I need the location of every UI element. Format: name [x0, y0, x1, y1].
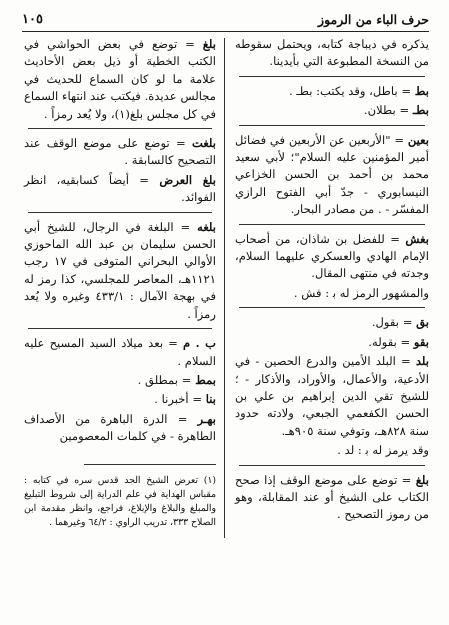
entry-bm	[24, 335, 216, 370]
right-column	[235, 36, 429, 526]
entry-note: والمشهور الرمز له ب‍ : فش .	[293, 285, 429, 300]
entry-text: = بطلان.	[363, 103, 413, 118]
entry-bq	[235, 314, 429, 331]
header-rule	[22, 31, 429, 32]
entry-keyword: بقو	[413, 334, 429, 349]
entry-keyword: بلغه	[197, 219, 216, 234]
entry-text: = بعد ميلاد السيد المسيح عليه السلام .	[24, 336, 216, 368]
entry-blgh	[235, 472, 429, 524]
running-header	[22, 12, 429, 32]
entry-separator	[239, 125, 425, 126]
entry-text: = البلغة في الرجال، للشيخ أبي الحسن سليمان بن عبد الله الماحوزي الأوالي البحراني المتوفى في ١٧ رجب ١١٢١هـ، المعاصر للمجلسي، كذا رمز له في بهجة الآمال : ٤٣٣/١ وغيره ولا يُعد رمزاً .	[24, 219, 216, 321]
column-divider	[224, 38, 225, 538]
entry-bt	[235, 83, 429, 100]
entry-separator	[239, 76, 425, 77]
entry-bmt	[24, 372, 216, 389]
entry-bain	[235, 132, 429, 219]
entry-blgh-ard	[24, 172, 216, 207]
entry-bhr	[24, 411, 216, 446]
entry-btt	[235, 102, 429, 119]
entry-text: = بمطلق .	[137, 372, 196, 387]
entry-text: = توضع على موضع الوقف عند التصحيح كالسابقة .	[24, 136, 216, 168]
entry-bna	[24, 391, 216, 408]
page-number: ١٠٥	[22, 12, 43, 27]
entry-text: = أيضاً كسابقيه، انظر الفوائد.	[24, 172, 216, 205]
entry-separator	[28, 328, 212, 329]
continuation-paragraph: يذكره في ديباجة كتابه، ويحتمل سقوطه من النسخة المطبوعة التي بأيدينا.	[235, 37, 429, 69]
entry-keyword: بعين	[407, 132, 429, 147]
entry-text: = البلد الأمين والدرع الحصين - في الأدعية، والأعمال، والأوراد، والأذكار - ؛ للشيخ تقي الدين إبراهيم بن علي بن الحسن الكفعمي الجبعي، ولادته حدود سنة ٨٢٨هـ، وتوفي سنة ٩٠٥هـ.	[235, 354, 429, 438]
entry-keyword: بطـ	[412, 103, 429, 118]
entry-keyword: بق	[416, 315, 429, 330]
entry-text: = باطل، وقد يكتب: بطـ .	[288, 83, 415, 98]
entry-keyword: بط	[414, 83, 429, 98]
entry-keyword: بهـر	[197, 411, 216, 426]
entry-text: = للفضل بن شاذان، من أصحاب الإمام الهادي والعسكري عليهما السلام، وجدته في منتهى المقال.	[235, 231, 429, 281]
entry-separator	[239, 224, 425, 225]
entry-text: = بقوله.	[368, 334, 414, 349]
entry-blghh	[24, 219, 216, 323]
entry-keyword: بنا	[205, 392, 216, 407]
entry-bqw	[235, 334, 429, 351]
entry-blght	[24, 135, 216, 170]
entry-keyword: بلغت	[191, 136, 216, 151]
entry-text: = توضع في بعض الحواشي في الكتب الخطية أو ذيل بعض الأحاديث علامة ما لو كان السماع للحديث في مجالس عديدة. فيكتب عند انتهاء السماع في كل مجلس بلغ(١)، ولا يُعد رمزاً .	[24, 37, 216, 121]
entry-separator	[239, 465, 425, 466]
entry-bld	[235, 353, 429, 440]
entry-keyword: بلغ	[415, 472, 429, 487]
entry-keyword: بغش	[405, 231, 429, 246]
entry-text: = "الأربعين عن الأربعين في فضائل أمير المؤمنين عليه السلام"؛ لأبي سعيد محمد بن أحمد بن الحسن الخزاعي النيسابوري - جدّ أبي الفتوح الرازي المفسّر - . من مصادر البحار.	[235, 132, 429, 217]
entry-keyword: ب . م	[182, 336, 217, 351]
entry-text: = توضع على موضع الوقف إذا صحح الكتاب على الشيخ أو عند المقابلة، وهو من رموز التصحيح .	[235, 472, 429, 522]
left-column	[24, 36, 216, 539]
entry-keyword: بمط	[195, 372, 216, 387]
entry-separator	[28, 212, 212, 213]
footnote-rule	[84, 464, 216, 465]
entry-blgh-2	[24, 36, 216, 123]
header-title: حرف الباء من الرموز	[318, 12, 429, 27]
entry-text: = أخبرنا .	[154, 392, 206, 407]
entry-keyword: بلغ العرض	[159, 172, 216, 187]
entry-keyword: بلد	[415, 354, 429, 369]
entry-separator	[239, 307, 425, 308]
entry-text: = الدرة الباهرة من الأصداف الطاهرة - في كلمات المعصومين	[24, 411, 216, 444]
entry-separator	[28, 128, 212, 129]
entry-text: = بقول.	[371, 315, 417, 330]
footnote: (١) تعرض الشيخ الجد قدس سره في كتابه : مقباس الهداية في علم الدراية إلى شروط التبليغ والمبلغ والبلاغ والإبلاغ، فراجع، وانظر مقدمة ابن الصلاح ٣٣٣، تدريب الراوي : ٦٤/٢ وغيرهما .	[24, 474, 216, 528]
entry-bfsh	[235, 231, 429, 283]
entry-note: وقد يرمز له ب‍ : لد .	[337, 443, 429, 458]
entry-keyword: بلغ	[202, 37, 216, 51]
